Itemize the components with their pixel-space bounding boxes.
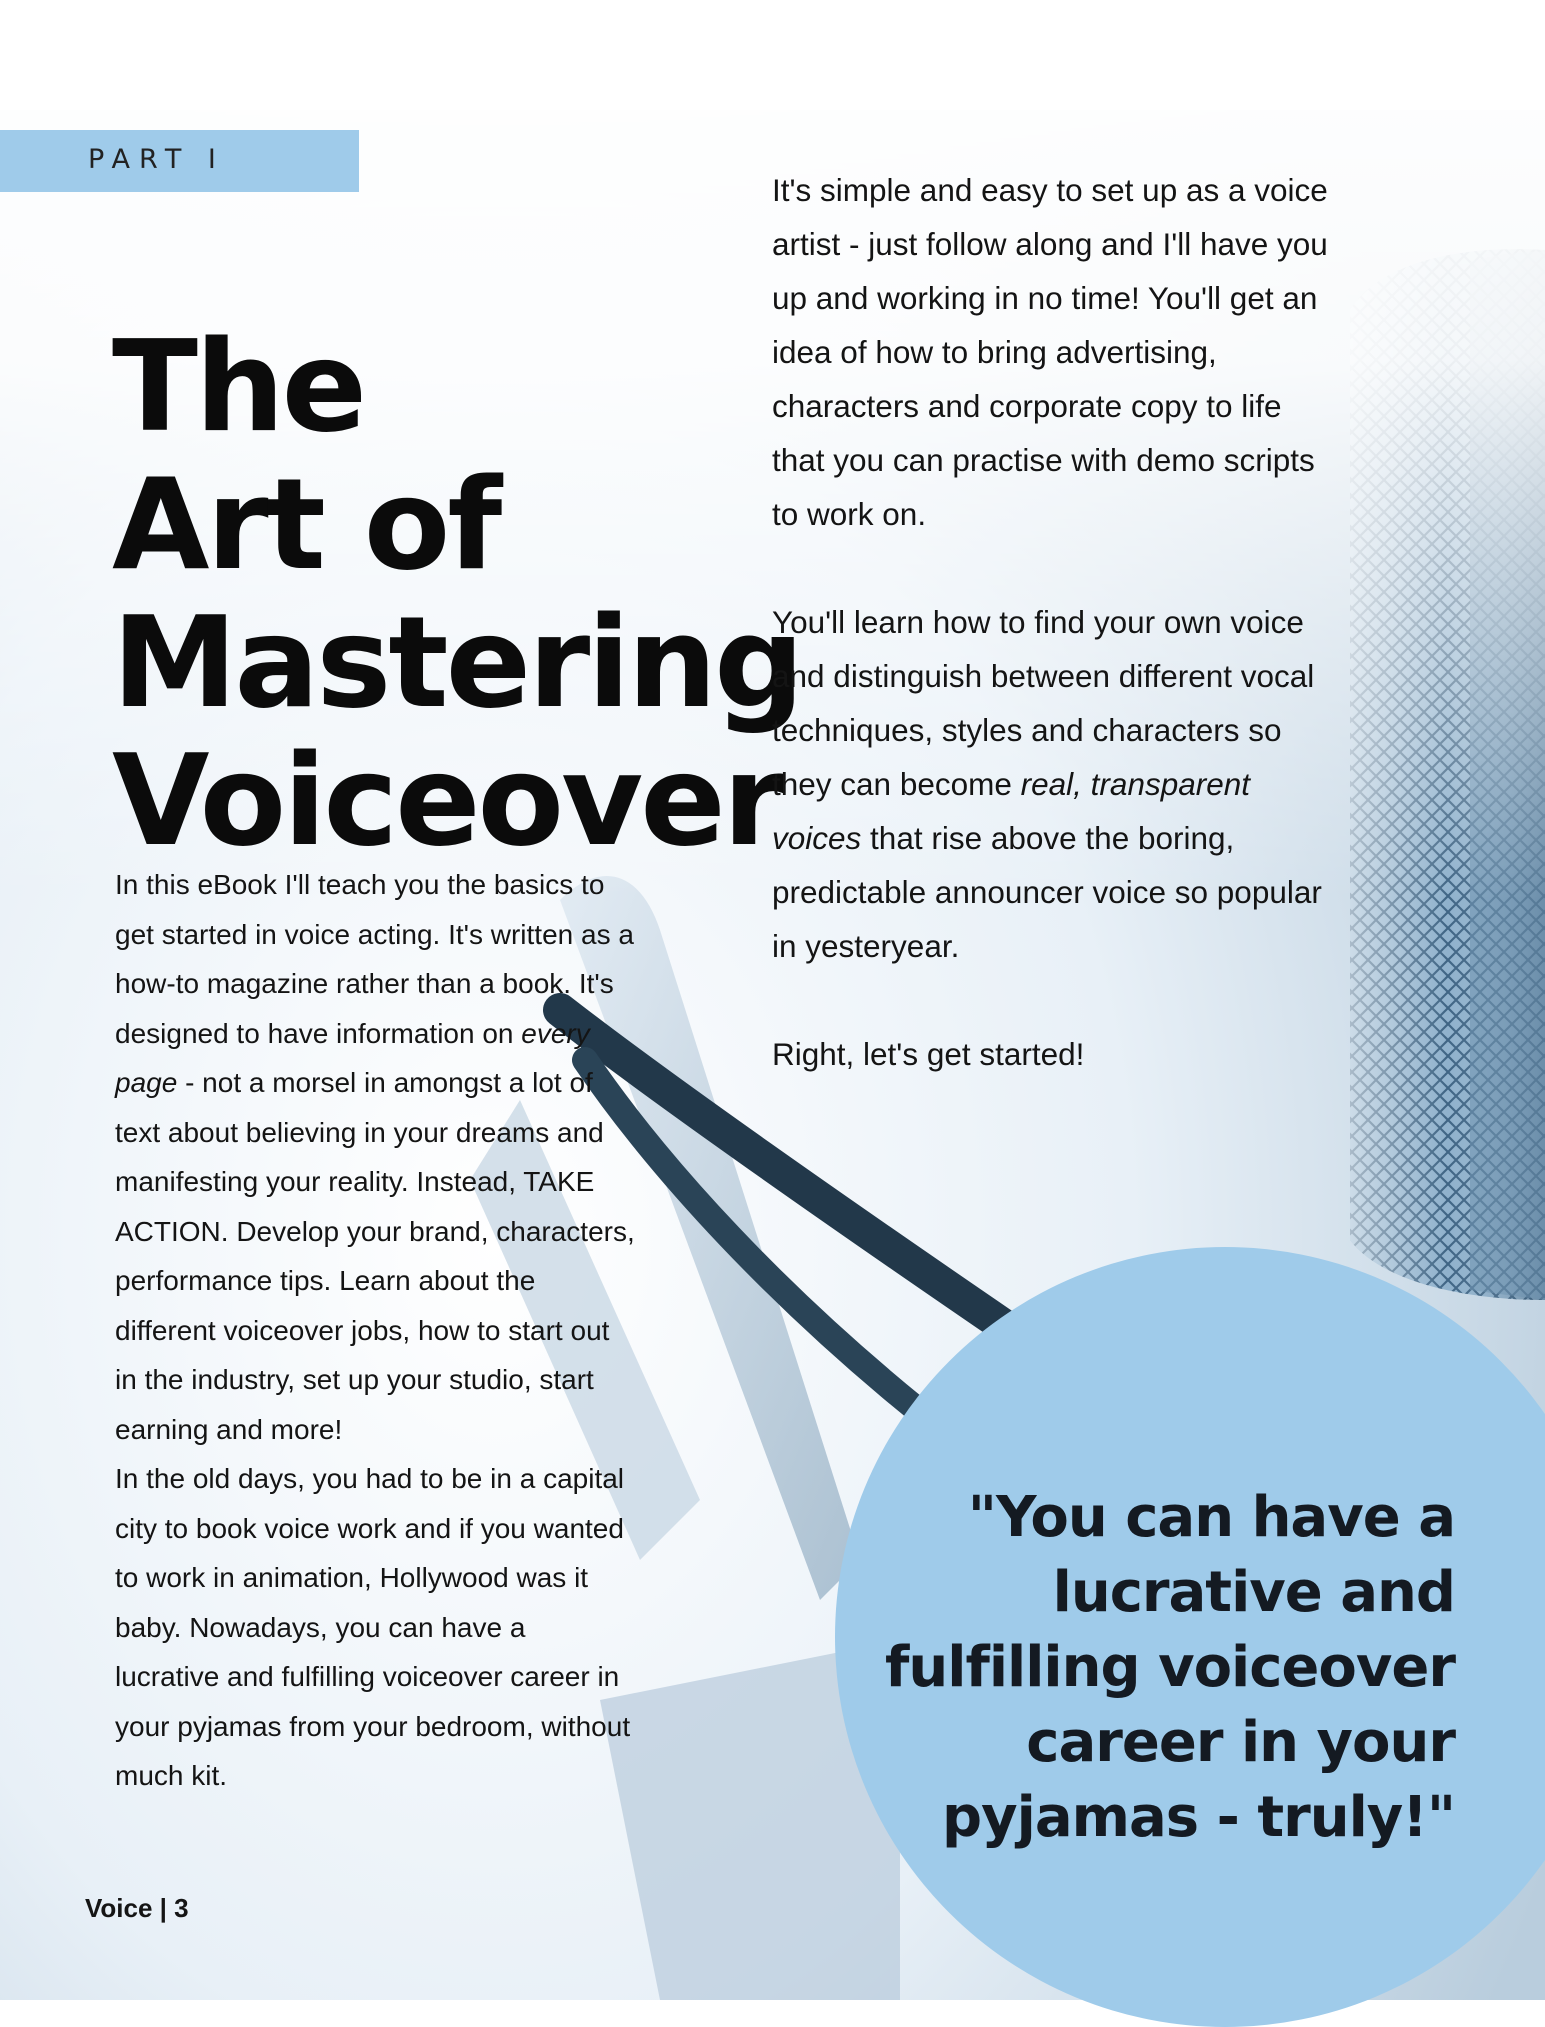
left-paragraph-2: In the old days, you had to be in a capital city to book voice work and if you wanted to work in animation, Hollywood was it baby. Nowadays, you can have a lucrative and fulfilling voiceover career in your pyjamas from your bedroom, without much kit. (115, 1463, 631, 1791)
title-line: Mastering (112, 589, 802, 736)
part-label-banner (0, 130, 359, 192)
title-line: The (112, 313, 365, 460)
title-line: Art of (112, 451, 500, 598)
title-line: Voiceover (112, 727, 782, 874)
right-column-text (772, 163, 1332, 1081)
page-title (112, 313, 802, 874)
emphasis-text: real, transparent voices (772, 766, 1251, 856)
right-paragraph-3: Right, let's get started! (772, 1036, 1085, 1072)
right-paragraph-2: You'll learn how to find your own voice and distinguish between different vocal techniques, styles and characters so they can become real, transparent voices that rise above the boring, predictable announcer voice so popular in yesteryear. (772, 604, 1322, 964)
pull-quote: "You can have a lucrative and fulfilling voiceover career in your pyjamas - truly!" (885, 1485, 1455, 1850)
left-paragraph-1: In this eBook I'll teach you the basics to get started in voice acting. It's written as a how-to magazine rather than a book. It's designed to have information on every page - not a morsel in amongst a lot of text about believing in your dreams and manifesting your reality. Instead, TAKE ACTION. Develop your brand, characters, performance tips. Learn about the different voiceover jobs, how to start out in the industry, set up your studio, start earning and more! (115, 869, 635, 1445)
left-column-text (115, 860, 635, 1801)
part-label-text: PART I (88, 144, 225, 175)
right-paragraph-1: It's simple and easy to set up as a voice artist - just follow along and I'll have you up and working in no time! You'll get an idea of how to bring advertising, characters and corporate copy to life that you can practise with demo scripts to work on. (772, 172, 1328, 532)
emphasis-text: every page (115, 1017, 590, 1098)
page-footer: Voice | 3 (85, 1893, 189, 1923)
